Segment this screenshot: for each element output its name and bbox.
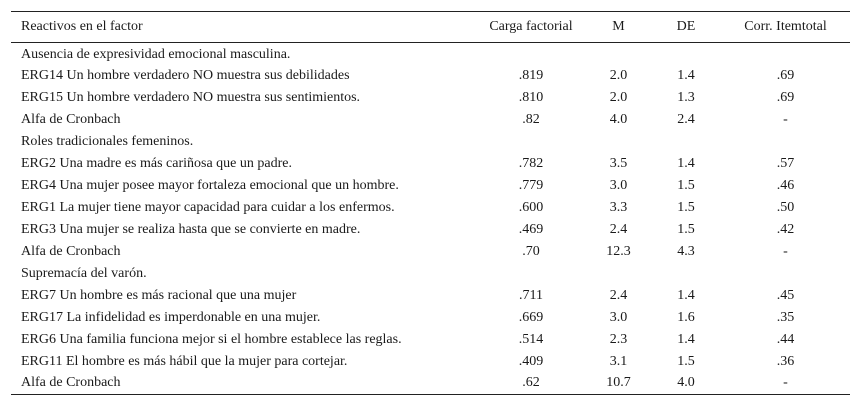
item-label: ERG14 Un hombre verdadero NO muestra sus debilidades: [21, 67, 350, 83]
header-corr-itemtotal: Corr. Itemtotal: [721, 12, 850, 43]
empty-cell: [651, 43, 721, 65]
section-row: [11, 43, 850, 65]
empty-cell: [476, 131, 586, 153]
cell-carga: .819: [518, 67, 544, 83]
cell-corr: .44: [776, 331, 795, 347]
factor-table: [11, 11, 850, 395]
empty-cell: [476, 43, 586, 65]
alpha-label: Alfa de Cronbach: [21, 111, 121, 127]
empty-cell: [651, 263, 721, 285]
cell-m: 2.4: [609, 221, 628, 237]
cell-carga: .409: [518, 353, 544, 369]
table-row: [11, 285, 850, 307]
factor-table-container: [11, 11, 850, 395]
item-label: ERG3 Una mujer se realiza hasta que se convierte en madre.: [21, 221, 361, 237]
cell-m: 3.5: [609, 155, 628, 171]
table-row: [11, 175, 850, 197]
cell-m: 3.3: [609, 199, 628, 215]
item-label: ERG17 La infidelidad es imperdonable en una mujer.: [21, 309, 321, 325]
cell-de: 1.4: [677, 155, 695, 171]
cell-de: 1.5: [677, 353, 695, 369]
cell-corr: -: [783, 243, 788, 259]
cell-m: 2.4: [609, 287, 628, 303]
item-label: ERG1 La mujer tiene mayor capacidad para cuidar a los enfermos.: [21, 199, 395, 215]
cell-de: 1.3: [677, 89, 695, 105]
empty-cell: [721, 263, 850, 285]
cell-de: 1.4: [677, 287, 695, 303]
item-label: ERG6 Una familia funciona mejor si el hombre establece las reglas.: [21, 331, 402, 347]
cell-de: 1.4: [677, 331, 695, 347]
cell-m: 3.0: [609, 177, 628, 193]
empty-cell: [586, 131, 651, 153]
section-row: [11, 131, 850, 153]
cell-corr: .35: [776, 309, 795, 325]
cell-de: 1.5: [677, 221, 695, 237]
table-header: [11, 12, 850, 43]
cell-m: 3.0: [609, 309, 628, 325]
section-title: Supremacía del varón.: [21, 265, 147, 281]
empty-cell: [476, 263, 586, 285]
cell-de: 4.0: [651, 373, 721, 395]
alpha-label: Alfa de Cronbach: [21, 243, 121, 259]
cell-corr: .42: [776, 221, 795, 237]
alpha-row: [11, 373, 850, 395]
cell-m: 3.1: [609, 353, 628, 369]
cell-carga: .782: [518, 155, 544, 171]
cell-corr: .46: [776, 177, 795, 193]
empty-cell: [651, 131, 721, 153]
cell-carga: .779: [518, 177, 544, 193]
table-row: [11, 329, 850, 351]
item-label: ERG15 Un hombre verdadero NO muestra sus sentimientos.: [21, 89, 361, 105]
alpha-label: Alfa de Cronbach: [11, 373, 476, 395]
empty-cell: [721, 131, 850, 153]
table-row: [11, 197, 850, 219]
cell-corr: .69: [776, 67, 795, 83]
cell-de: 1.4: [677, 67, 695, 83]
section-row: [11, 263, 850, 285]
cell-m: 2.0: [609, 67, 628, 83]
cell-corr: .36: [776, 353, 795, 369]
cell-carga: .469: [518, 221, 544, 237]
cell-corr: .57: [776, 155, 795, 171]
empty-cell: [586, 43, 651, 65]
cell-corr: .45: [776, 287, 795, 303]
cell-m: 2.3: [609, 331, 628, 347]
empty-cell: [586, 263, 651, 285]
cell-carga: .514: [518, 331, 544, 347]
section-title: Roles tradicionales femeninos.: [21, 133, 194, 149]
table-row: [11, 87, 850, 109]
header-m: M: [586, 12, 651, 43]
item-label: ERG7 Un hombre es más racional que una mujer: [21, 287, 297, 303]
cell-corr: -: [783, 111, 788, 127]
header-carga-factorial: Carga factorial: [476, 12, 586, 43]
alpha-row: [11, 241, 850, 263]
header-row: [11, 12, 850, 43]
cell-carga: .62: [476, 373, 586, 395]
header-de: DE: [651, 12, 721, 43]
cell-carga: .810: [518, 89, 544, 105]
cell-carga: .70: [522, 243, 540, 259]
cell-m: 12.3: [606, 243, 631, 259]
cell-corr: -: [721, 373, 850, 395]
cell-corr: .50: [776, 199, 795, 215]
cell-de: 1.5: [677, 177, 695, 193]
cell-m: 2.0: [609, 89, 628, 105]
cell-carga: .82: [522, 111, 540, 127]
cell-carga: .669: [518, 309, 544, 325]
table-row: [11, 351, 850, 373]
cell-de: 2.4: [677, 111, 695, 127]
cell-de: 4.3: [677, 243, 695, 259]
table-row: [11, 219, 850, 241]
table-body: [11, 43, 850, 395]
cell-m: 4.0: [609, 111, 628, 127]
header-reactivos: Reactivos en el factor: [11, 12, 476, 43]
cell-m: 10.7: [586, 373, 651, 395]
cell-carga: .711: [519, 287, 543, 303]
cell-de: 1.5: [677, 199, 695, 215]
cell-de: 1.6: [677, 309, 695, 325]
table-row: [11, 65, 850, 87]
item-label: ERG11 El hombre es más hábil que la mujer para cortejar.: [21, 353, 348, 369]
item-label: ERG4 Una mujer posee mayor fortaleza emocional que un hombre.: [21, 177, 399, 193]
alpha-row: [11, 109, 850, 131]
cell-carga: .600: [518, 199, 544, 215]
table-row: [11, 153, 850, 175]
empty-cell: [721, 43, 850, 65]
table-row: [11, 307, 850, 329]
section-title: Ausencia de expresividad emocional masculina.: [21, 46, 291, 62]
cell-corr: .69: [776, 89, 795, 105]
item-label: ERG2 Una madre es más cariñosa que un padre.: [21, 155, 292, 171]
